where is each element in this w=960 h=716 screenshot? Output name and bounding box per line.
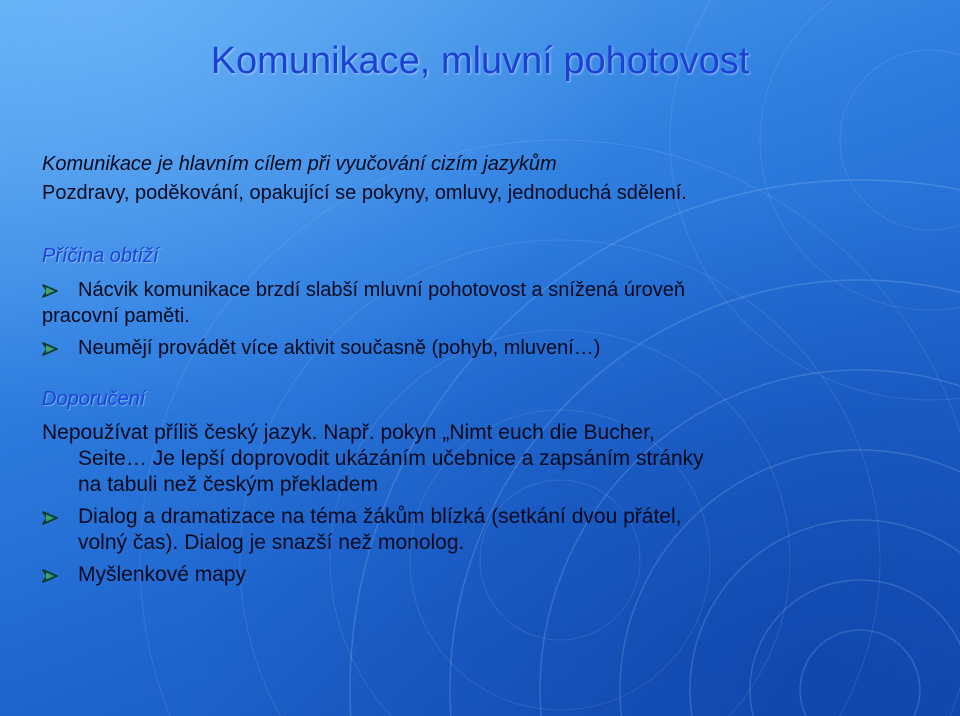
slide-title: Komunikace, mluvní pohotovost [210, 40, 750, 82]
intro-line-1: Komunikace je hlavním cílem při vyučování cizím jazykům [42, 153, 557, 175]
recommend-text-line-3: na tabuli než českým překladem [78, 473, 378, 496]
recommend-text [42, 420, 942, 498]
arrowhead-bullet-icon [42, 342, 58, 356]
cause-item-2-line-1: Neumějí provádět více aktivit současně (pohyb, mluvení…) [78, 337, 601, 359]
slide-body [42, 150, 942, 588]
cause-item-1-line-2: pracovní paměti. [42, 305, 190, 327]
recommend-item-1-line-2: volný čas). Dialog je snazší než monolog. [78, 531, 465, 554]
arrowhead-bullet-icon [42, 569, 58, 583]
recommend-text-line-2: Seite… Je lepší doprovodit ukázáním učebnice a zapsáním stránky [78, 447, 704, 470]
recommend-text-line-1: Nepoužívat příliš český jazyk. Např. pokyn „Nimt euch die Bucher, [42, 421, 655, 444]
arrowhead-bullet-icon [42, 284, 58, 298]
recommend-item-2 [42, 562, 942, 588]
cause-heading: Příčina obtíží [42, 245, 159, 267]
recommend-item-1 [42, 504, 942, 556]
cause-item-2 [42, 335, 942, 361]
recommend-heading: Doporučení [42, 388, 146, 410]
recommend-item-2-line-1: Myšlenkové mapy [78, 563, 247, 586]
cause-item-1 [42, 277, 942, 303]
intro-line-2: Pozdravy, poděkování, opakující se pokyny, omluvy, jednoduchá sdělení. [42, 182, 687, 204]
cause-item-1-line-1: Nácvik komunikace brzdí slabší mluvní pohotovost a snížená úroveň [78, 279, 685, 301]
arrowhead-bullet-icon [42, 511, 58, 525]
recommend-item-1-line-1: Dialog a dramatizace na téma žákům blízká (setkání dvou přátel, [78, 505, 682, 528]
